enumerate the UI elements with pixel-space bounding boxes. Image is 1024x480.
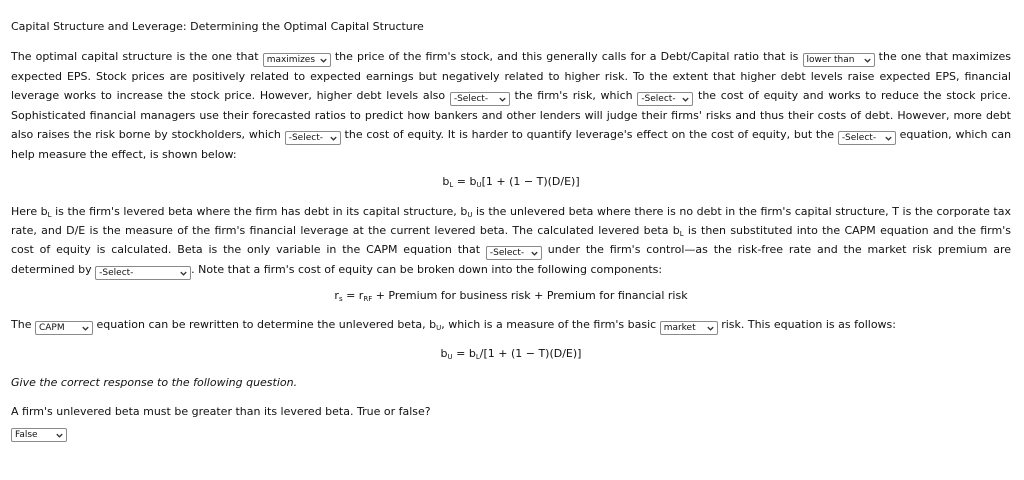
p1-text-5: the cost of equity and works to reduce the stock price. Sophisticated financial managers use their forecasted ratios to predict how bankers and other lenders will judge their firms' risks and thus their costs of debt. However, more debt also raises the risk borne by stockholders, which (11, 89, 1012, 141)
dropdown-equation-name[interactable] (838, 131, 896, 145)
chevron-down-icon (884, 134, 893, 143)
instruction-text: Give the correct response to the following question. (11, 376, 298, 389)
chevron-down-icon (706, 324, 715, 333)
dropdown-value: lower than (806, 55, 855, 65)
dropdown-risk-cost-of-equity[interactable] (637, 92, 693, 106)
dropdown-debt-ratio-comparison[interactable] (803, 53, 875, 67)
hamada-equation: $b_L = b_U[1 + (1 - T)(D/E)]$ (442, 175, 580, 189)
dropdown-determined-by[interactable] (95, 266, 191, 280)
dropdown-beta-control[interactable] (486, 246, 542, 260)
dropdown-value: CAPM (38, 323, 65, 333)
dropdown-value: -Select- (641, 94, 676, 104)
chevron-down-icon (530, 249, 539, 258)
dropdown-basic-risk[interactable] (660, 321, 718, 335)
dropdown-value: market (663, 323, 696, 333)
p1-text-3: the one that maximizes expected EPS. Stock prices are positively related to expected earnings but negatively related to higher risk. To the extent that higher debt levels raise expected EPS, financial leverage works to increase the stock price. However, higher debt levels also (11, 50, 1012, 102)
chevron-down-icon (319, 56, 328, 65)
p2-text-5: under the firm's control—as the risk-free rate and the market risk premium are determined by (11, 243, 1011, 276)
p1-text-2: the price of the firm's stock, and this generally calls for a Debt/Capital ratio that is (334, 50, 799, 63)
chevron-down-icon (55, 431, 64, 440)
dropdown-value: -Select- (99, 268, 134, 278)
chevron-down-icon (863, 56, 872, 65)
p1-text-1: The optimal capital structure is the one that (11, 50, 259, 63)
dropdown-value: -Select- (841, 133, 877, 143)
p1-text-4: the firm's risk, which (514, 89, 633, 102)
p2-text-6: . Note that a firm's cost of equity can be broken down into the following components: (191, 263, 663, 276)
paragraph-unlevered-beta: The CAPM equation can be rewritten to determine the unlevered beta, $b_U$, which is a measure of the firm's basic market risk. This equation is as follows: (11, 318, 896, 333)
page-title: Capital Structure and Leverage: Determining the Optimal Capital Structure (11, 20, 424, 33)
dropdown-debt-risk-effect[interactable] (450, 92, 510, 106)
unlevered-beta-equation: $b_U = b_L/[1 + (1 - T)(D/E)]$ (440, 347, 582, 361)
chevron-down-icon (329, 134, 338, 143)
cost-of-equity-equation: $r_s = r_{RF}$ + Premium for business risk + Premium for financial risk (334, 289, 688, 303)
dropdown-value: -Select- (288, 133, 323, 143)
paragraph-beta-explanation: Here $b_L$ is the firm's levered beta where the firm has debt in its capital structure, $b_U$ is the unlevered beta where there is no debt in the firm's capital structure, T is the corporate tax rate, and D/E is the measure of the firm's financial leverage at the current levered beta. The calculated levered beta $b_L$ is then substituted into the CAPM equation and the firm's cost of equity is calculated. Beta is the only variable in the CAPM equation that -Select- under the firm's control—as the risk-free rate and the market risk premium are determined by -Select- . Note that a firm's cost of equity can be broken down into the following components: (11, 205, 1011, 278)
chevron-down-icon (498, 95, 507, 104)
dropdown-stockholder-risk-effect[interactable] (285, 131, 341, 145)
chevron-down-icon (681, 95, 690, 104)
dropdown-value: -Select- (453, 94, 489, 104)
p2-text-1: Here b (11, 205, 48, 218)
question-text: A firm's unlevered beta must be greater than its levered beta. True or false? (11, 405, 431, 418)
dropdown-capm[interactable] (35, 321, 93, 335)
p3-text-3: , which is a measure of the firm's basic (441, 318, 657, 331)
p3-text-1: The (11, 318, 32, 331)
p3-text-2: equation can be rewritten to determine the unlevered beta, b (96, 318, 437, 331)
p1-text-6: the cost of equity. It is harder to quantify leverage's effect on the cost of equity, but the (344, 128, 834, 141)
p1-text-7: equation, which can help measure the effect, is shown below: (11, 128, 1012, 161)
paragraph-optimal-structure (11, 47, 1011, 164)
p2-text-2: is the firm's levered beta where the firm has debt in its capital structure, b (51, 205, 468, 218)
dropdown-value: -Select- (489, 248, 525, 258)
dropdown-stock-price-effect[interactable] (263, 53, 331, 67)
dropdown-value: False (15, 430, 38, 440)
chevron-down-icon (179, 269, 188, 278)
p2-text-4: is then substituted into the CAPM equation and the firm's cost of equity is calculated. Beta is the only variable in the CAPM equation that (11, 224, 1011, 256)
chevron-down-icon (81, 324, 90, 333)
p3-text-4: risk. This equation is as follows: (721, 318, 896, 331)
p2-text-3: is the unlevered beta where there is no debt in the firm's capital structure, T is the corporate tax rate, and D/E is the measure of the firm's financial leverage at the current levered beta. The calculated levered beta b (11, 205, 1011, 237)
answer-row (11, 425, 67, 442)
dropdown-value: maximizes (266, 55, 316, 65)
dropdown-true-false[interactable] (11, 428, 67, 442)
